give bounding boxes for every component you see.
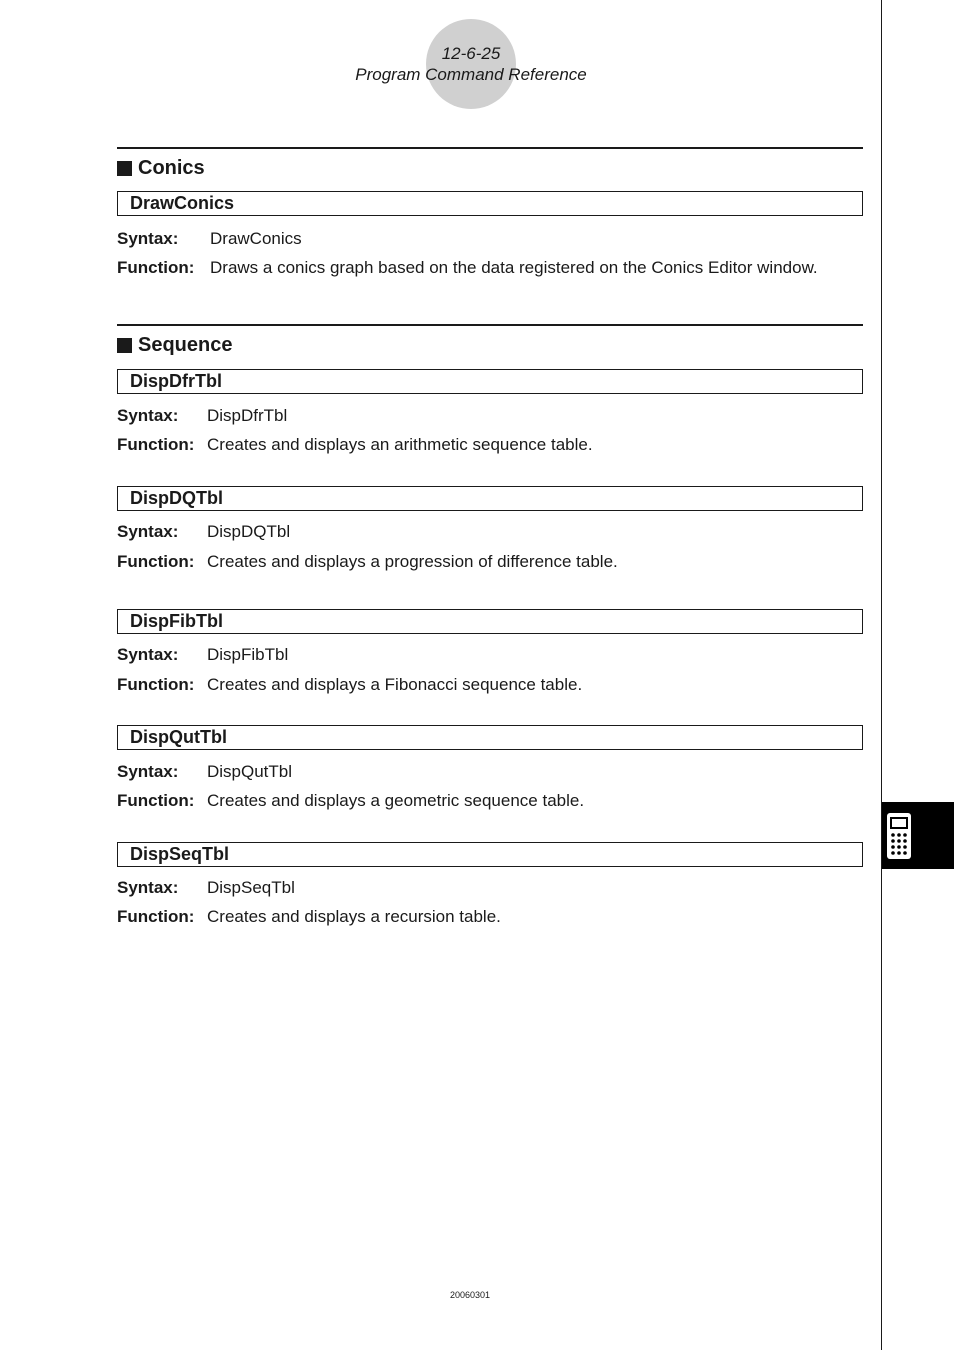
header-circle-decoration [426,19,516,109]
syntax-value: DispFibTbl [207,645,289,664]
syntax-row-dispseqtbl [117,878,295,898]
function-label: Function: [117,258,195,277]
syntax-row-dispquttbl [117,762,292,782]
function-row-dispdqtbl [117,552,618,572]
section-title-sequence [117,334,232,357]
page-title: Program Command Reference [355,65,587,84]
function-value: Draws a conics graph based on the data registered on the Conics Editor window. [210,258,818,277]
syntax-value: DrawConics [210,229,302,248]
syntax-label: Syntax: [117,406,179,425]
function-row-dispseqtbl [117,907,501,927]
syntax-row-dispdqtbl [117,522,290,542]
command-name: DispQutTbl [130,727,227,747]
function-label: Function: [117,675,195,694]
syntax-label: Syntax: [117,645,179,664]
syntax-row-drawconics [117,229,302,249]
right-margin-rule [881,0,882,1350]
syntax-value: DispDQTbl [207,522,291,541]
command-box-dispseqtbl [117,842,863,867]
square-bullet-icon [117,338,132,353]
section-title-conics [117,157,205,180]
command-box-drawconics [117,191,863,216]
section-rule-conics [117,147,863,149]
section-title-text: Conics [138,157,205,179]
square-bullet-icon [117,161,132,176]
syntax-value: DispSeqTbl [207,878,295,897]
command-name: DispFibTbl [130,611,223,631]
syntax-label: Syntax: [117,522,179,541]
function-value: Creates and displays an arithmetic sequence table. [207,435,593,454]
function-row-dispfibtbl [117,675,582,695]
section-rule-sequence [117,324,863,326]
command-name: DrawConics [130,193,235,213]
command-box-dispquttbl [117,725,863,750]
syntax-row-dispdfrtbl [117,406,287,426]
command-box-dispfibtbl [117,609,863,634]
section-title-text: Sequence [138,334,233,356]
syntax-row-dispfibtbl [117,645,288,665]
function-row-dispdfrtbl [117,435,593,455]
syntax-label: Syntax: [117,229,179,248]
function-label: Function: [117,907,195,926]
function-row-drawconics [117,258,818,278]
calculator-icon [886,812,912,860]
chapter-tab [882,802,954,869]
command-name: DispDfrTbl [130,371,222,391]
function-label: Function: [117,552,195,571]
command-box-dispdfrtbl [117,369,863,394]
syntax-value: DispQutTbl [207,762,293,781]
command-name: DispSeqTbl [130,844,230,864]
function-value: Creates and displays a geometric sequence table. [207,791,585,810]
command-name: DispDQTbl [130,488,223,508]
function-label: Function: [117,791,195,810]
syntax-label: Syntax: [117,762,179,781]
footer-code: 20060301 [449,1290,491,1300]
function-value: Creates and displays a recursion table. [207,907,501,926]
command-box-dispdqtbl [117,486,863,511]
page-number: 12-6-25 [441,44,501,63]
syntax-label: Syntax: [117,878,179,897]
function-label: Function: [117,435,195,454]
function-value: Creates and displays a Fibonacci sequence table. [207,675,583,694]
function-row-dispquttbl [117,791,584,811]
syntax-value: DispDfrTbl [207,406,288,425]
function-value: Creates and displays a progression of difference table. [207,552,618,571]
